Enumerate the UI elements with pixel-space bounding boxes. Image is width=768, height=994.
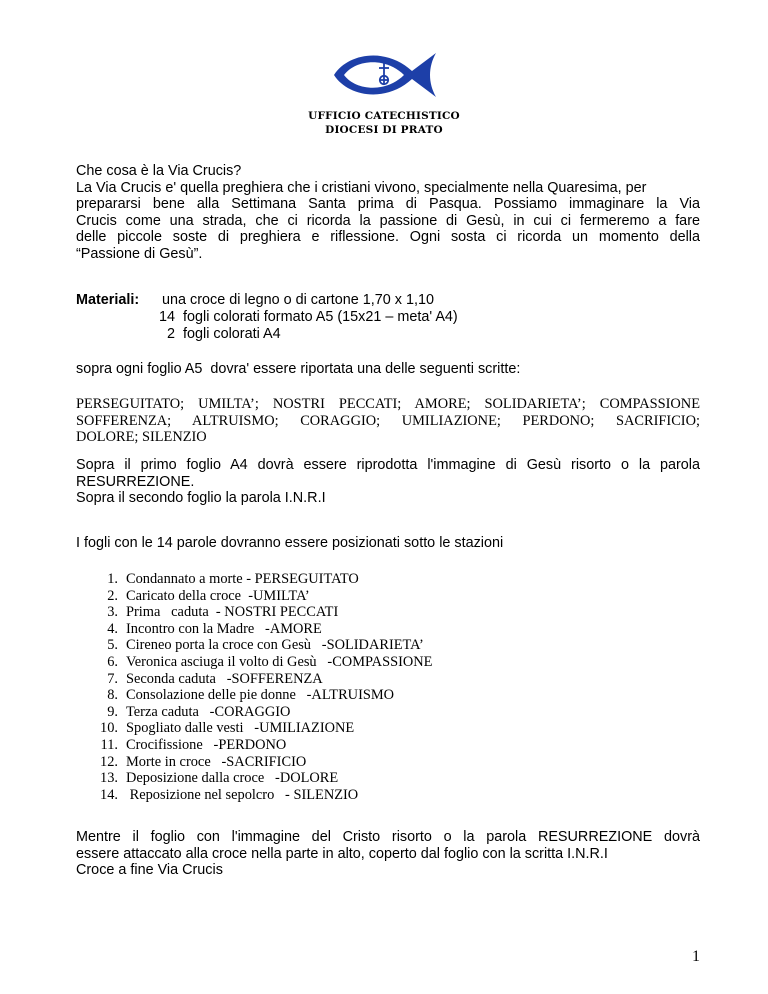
list-item	[92, 588, 432, 605]
list-item-text: Morte in croce -SACRIFICIO	[126, 753, 307, 770]
list-item-text: Prima caduta - NOSTRI PECCATI	[126, 604, 339, 621]
stations-list	[92, 571, 432, 803]
a4-line: Sopra il primo foglio A4 dovrà essere riprodotta l'immagine di Gesù risorto o la parola	[76, 457, 700, 473]
list-item-text: Caricato della croce -UMILTA’	[126, 587, 310, 604]
list-item	[92, 770, 432, 787]
closing-line: Mentre il foglio con l'immagine del Cristo risorto o la parola RESURREZIONE dovrà	[76, 829, 700, 845]
stations-intro: I fogli con le 14 parole dovranno essere posizionati sotto le stazioni	[76, 535, 504, 551]
list-item-number: 10.	[100, 720, 118, 737]
intro-line: delle piccole soste di preghiera e riflessione. Ogni sosta ci ricorda un momento della	[76, 229, 700, 246]
list-item-number: 1.	[107, 571, 118, 587]
list-item	[92, 754, 432, 771]
list-item-text: Cireneo porta la croce con Gesù -SOLIDARIETA’	[126, 637, 424, 654]
list-item-text: Crocifissione -PERDONO	[126, 736, 287, 753]
intro-question: Che cosa è la Via Crucis?	[76, 163, 242, 179]
materials-item: 14 fogli colorati formato A5 (15x21 – meta' A4)	[159, 309, 458, 325]
a4-line: RESURREZIONE.	[76, 473, 195, 490]
words-line: SOFFERENZA; ALTRUISMO; CORAGGIO; UMILIAZIONE; PERDONO; SACRIFICIO;	[76, 412, 700, 429]
intro-line: prepararsi bene alla Settimana Santa prima di Pasqua. Possiamo immaginare la Via	[76, 196, 700, 213]
a4-instructions	[76, 457, 700, 507]
list-item-number: 2.	[107, 587, 118, 604]
list-item-text: Veronica asciuga il volto di Gesù -COMPASSIONE	[126, 653, 433, 670]
list-item	[92, 737, 432, 754]
list-item-number: 9.	[107, 703, 118, 720]
closing-section	[76, 829, 700, 879]
list-item-text: Consolazione delle pie donne -ALTRUISMO	[126, 687, 395, 704]
list-item-number: 12.	[100, 753, 118, 770]
list-item-text: Deposizione dalla croce -DOLORE	[126, 770, 339, 787]
list-item	[92, 687, 432, 704]
materials-item: una croce di legno o di cartone 1,70 x 1,10	[162, 292, 435, 308]
list-item-text: Condannato a morte - PERSEGUITATO	[126, 571, 359, 587]
list-item-number: 3.	[107, 604, 118, 621]
words-list	[76, 396, 700, 446]
list-item-text: Terza caduta -CORAGGIO	[126, 703, 291, 720]
materials-label: Materiali:	[76, 292, 140, 308]
list-item-text: Spogliato dalle vesti -UMILIAZIONE	[126, 720, 355, 737]
intro-line: Crucis come una strada, che ci ricorda la passione di Gesù, in cui ci fermeremo a fare	[76, 212, 700, 229]
list-item-number: 7.	[107, 670, 118, 687]
list-item-number: 11.	[100, 736, 118, 753]
words-line: DOLORE; SILENZIO	[76, 429, 207, 446]
a4-line: Sopra il secondo foglio la parola I.N.R.I	[76, 490, 326, 507]
list-item	[92, 787, 432, 804]
list-item	[92, 704, 432, 721]
list-item-text: Seconda caduta -SOFFERENZA	[126, 670, 323, 687]
a5-instruction: sopra ogni foglio A5 dovra' essere riportata una delle seguenti scritte:	[76, 361, 521, 377]
list-item-number: 8.	[107, 687, 118, 704]
list-item	[92, 671, 432, 688]
list-item	[92, 604, 432, 621]
closing-line: Croce a fine Via Crucis	[76, 862, 223, 879]
list-item-text: Reposizione nel sepolcro - SILENZIO	[126, 786, 359, 803]
list-item	[92, 637, 432, 654]
intro-line: “Passione di Gesù”.	[76, 245, 203, 262]
page-number: 1	[692, 948, 700, 965]
materials-item: 2 fogli colorati A4	[167, 326, 281, 342]
office-name: UFFICIO CATECHISTICO	[308, 110, 460, 122]
list-item	[92, 720, 432, 737]
diocese-name: DIOCESI DI PRATO	[325, 124, 443, 136]
list-item	[92, 571, 432, 588]
list-item-number: 5.	[107, 637, 118, 654]
list-item-number: 6.	[107, 653, 118, 670]
list-item-number: 4.	[107, 620, 118, 637]
ichthys-fish-logo	[328, 45, 440, 105]
intro-line: La Via Crucis e' quella preghiera che i cristiani vivono, specialmente nella Quaresima, per	[76, 179, 647, 196]
list-item-number: 13.	[100, 770, 118, 787]
intro-section	[76, 163, 700, 263]
list-item	[92, 654, 432, 671]
list-item-number: 14.	[100, 786, 118, 803]
words-line: PERSEGUITATO; UMILTA’; NOSTRI PECCATI; AMORE; SOLIDARIETA’; COMPASSIONE	[76, 396, 700, 412]
closing-line: essere attaccato alla croce nella parte in alto, coperto dal foglio con la scritta I.N.R.I	[76, 845, 608, 862]
list-item	[92, 621, 432, 638]
list-item-text: Incontro con la Madre -AMORE	[126, 620, 322, 637]
